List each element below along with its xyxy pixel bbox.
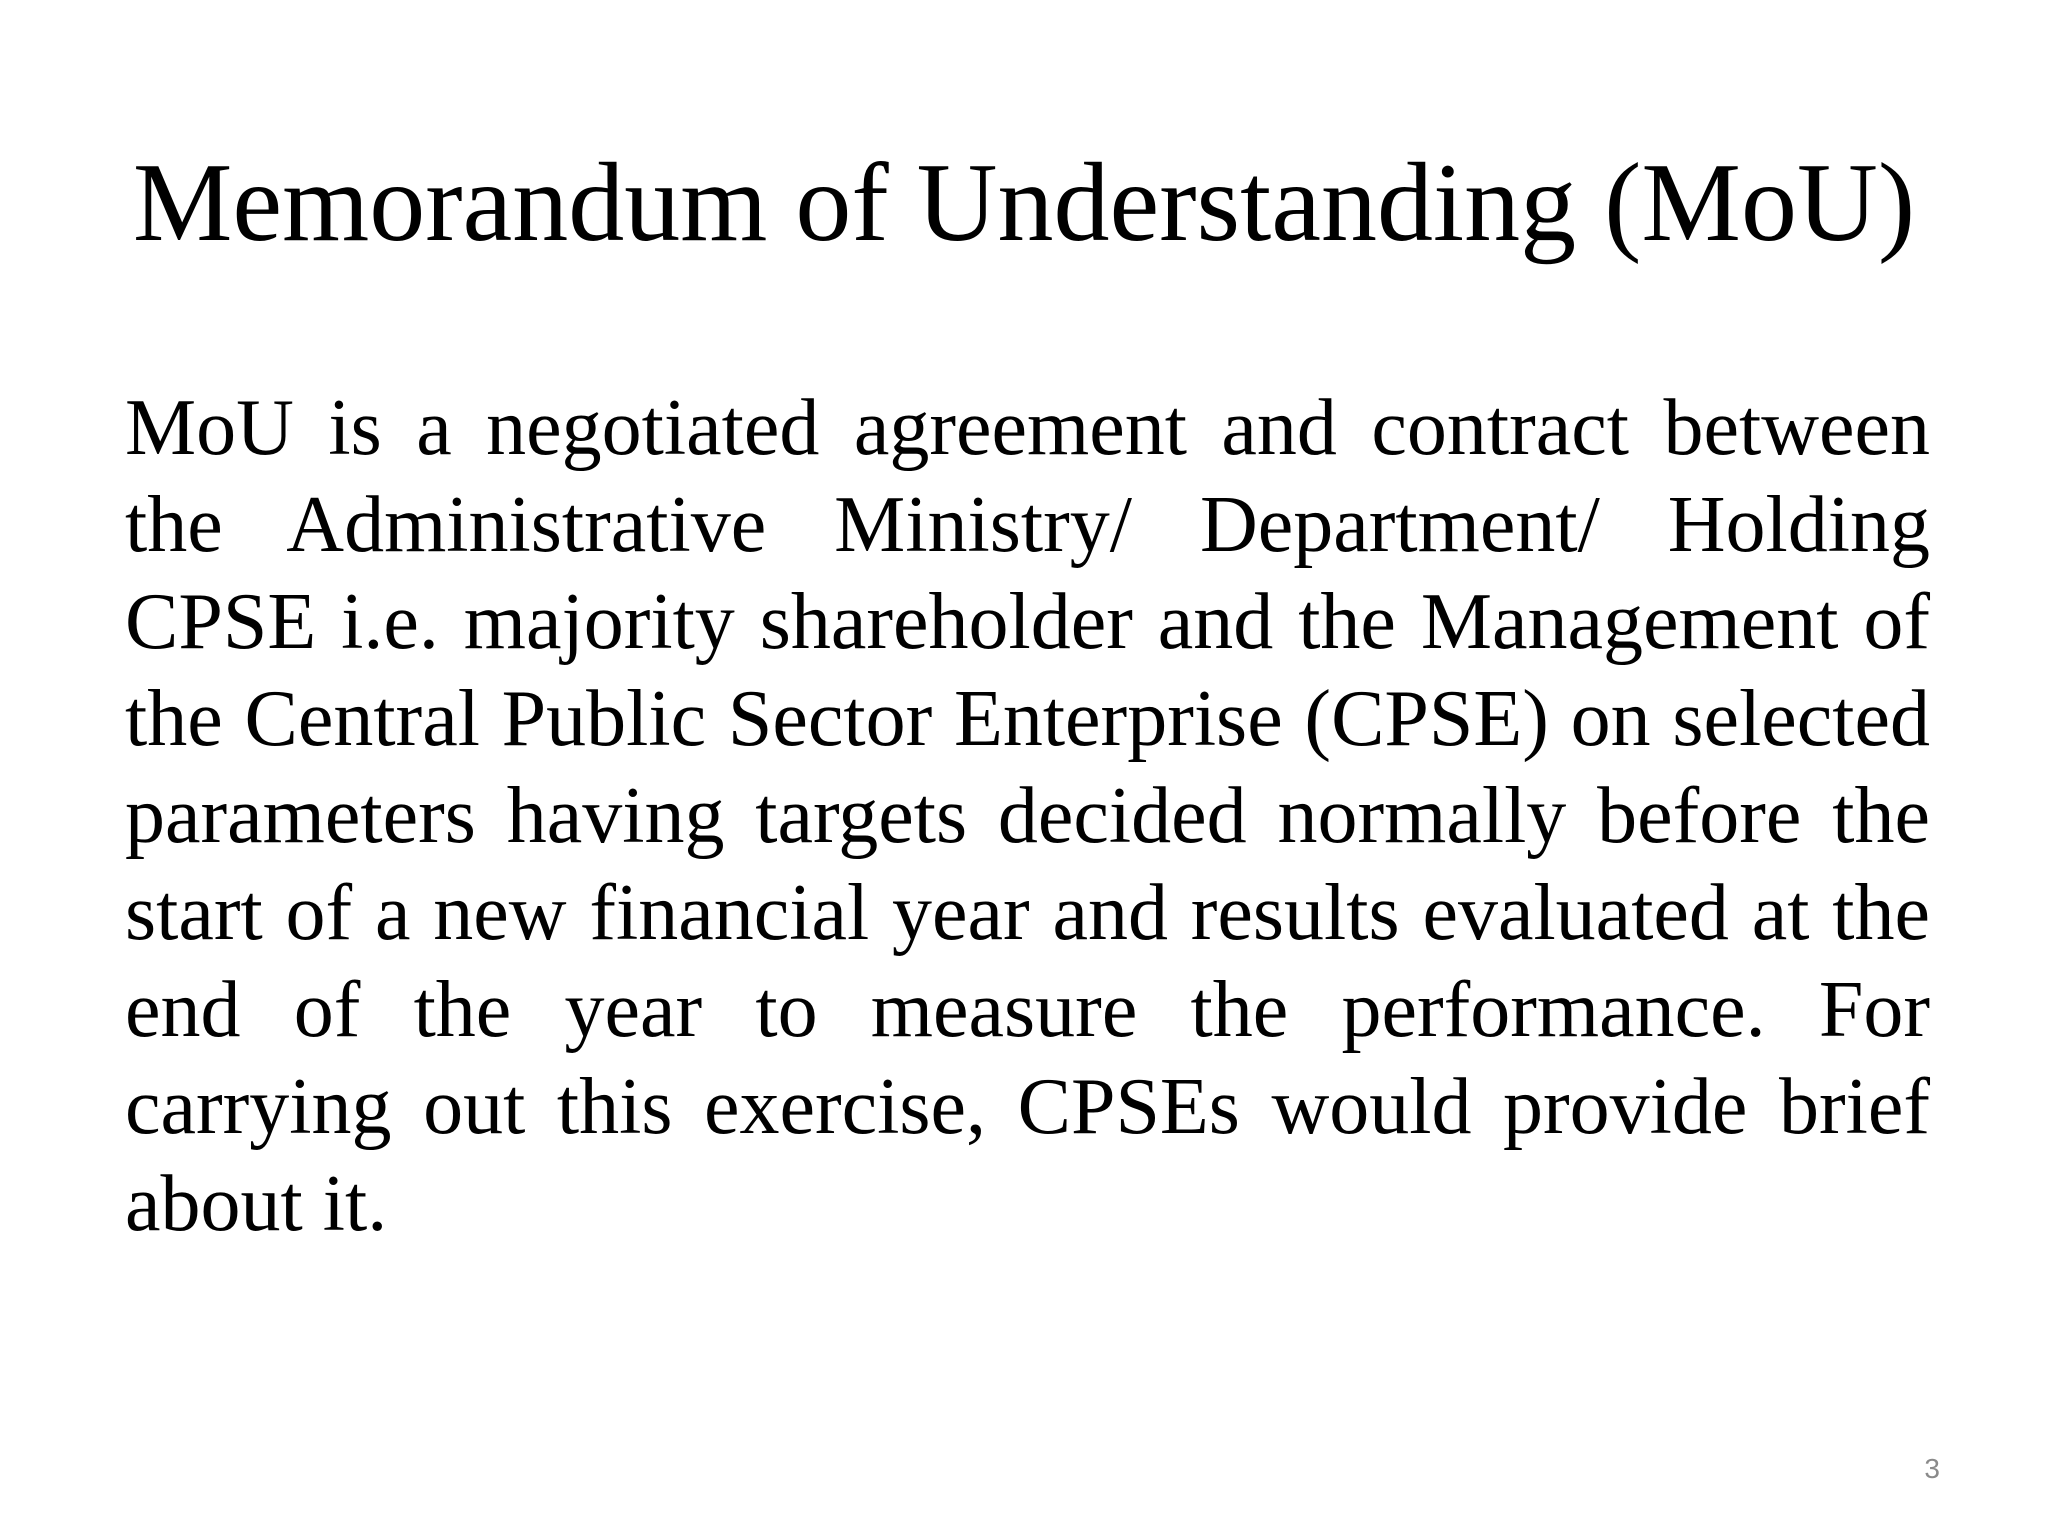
slide-body-text: MoU is a negotiated agreement and contract between the Administrative Ministry/ Department/ Holding CPSE i.e. majority shareholder and the Management of the Central Public Sector Enterprise (CPSE) on selected parameters having targets decided normally before the start of a new financial year and results evaluated at the end of the year to measure the performance. For carrying out this exercise, CPSEs would provide brief about it. bbox=[125, 384, 1930, 1248]
slide-page-number: 3 bbox=[1924, 1453, 1940, 1484]
slide-title: Memorandum of Understanding (MoU) bbox=[132, 141, 1916, 265]
